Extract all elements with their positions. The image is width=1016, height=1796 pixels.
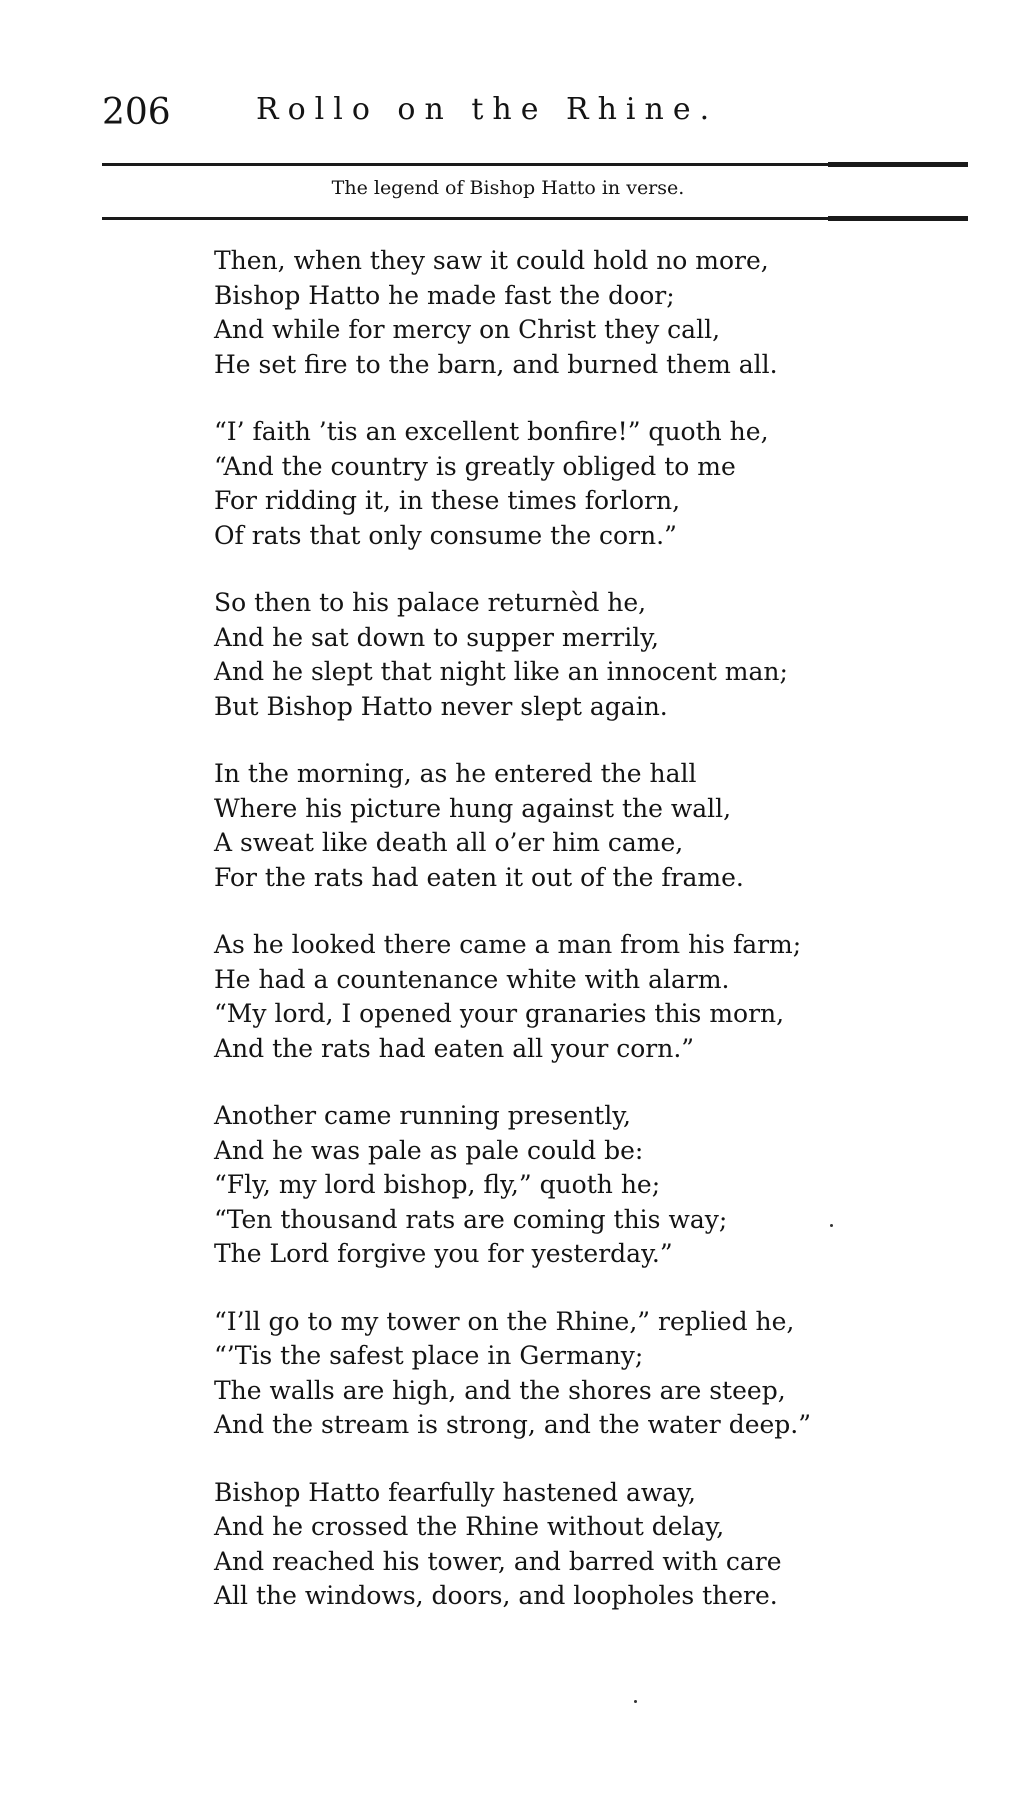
poem-line: Of rats that only consume the corn.” [214,520,677,550]
poem-line: And he sat down to supper merrily, [214,622,659,652]
poem-line: For ridding it, in these times forlorn, [214,486,681,515]
stanza-1 [214,244,974,382]
stanza-5 [214,928,974,1066]
poem-line: “Ten thousand rats are coming this way; [214,1204,728,1234]
stanza-6 [214,1099,974,1272]
poem-line: Bishop Hatto fearfully hastened away, [214,1477,696,1507]
poem-line: And reached his tower, and barred with care [214,1546,782,1576]
poem-line: “I’ll go to my tower on the Rhine,” replied he, [214,1306,795,1336]
poem-line: Another came running presently, [214,1101,631,1130]
poem-line: Bishop Hatto he made fast the door; [214,280,675,310]
poem-line: “Fly, my lord bishop, fly,” quoth he; [214,1170,661,1199]
poem-line: He set fire to the barn, and burned them all. [214,349,778,379]
poem-line: But Bishop Hatto never slept again. [214,691,668,721]
poem-line: And the rats had eaten all your corn.” [214,1033,695,1063]
page-number: 206 [102,92,171,133]
poem-line: Where his picture hung against the wall, [214,793,732,823]
stanza-3 [214,586,974,724]
poem-line: In the morning, as he entered the hall [214,759,697,788]
poem-line: And he crossed the Rhine without delay, [214,1512,725,1541]
poem-line: “’Tis the safest place in Germany; [214,1341,644,1370]
poem-line: And the stream is strong, and the water deep.” [214,1410,812,1439]
header-rule-top [102,163,968,166]
poem-line: He had a countenance white with alarm. [214,964,730,994]
stanza-4 [214,757,974,895]
poem-line: “And the country is greatly obliged to me [214,451,736,481]
stray-ink-dot [830,1224,833,1227]
stray-ink-dot [634,1700,637,1703]
poem-line: And he slept that night like an innocent man; [214,657,788,686]
poem-line: “I’ faith ’tis an excellent bonfire!” quoth he, [214,417,769,446]
chapter-heading: The legend of Bishop Hatto in verse. [331,177,685,199]
poem-line: “My lord, I opened your granaries this morn, [214,999,785,1028]
poem-line: As he looked there came a man from his farm; [214,930,802,959]
header-rule-bottom [102,217,968,220]
poem-body [214,244,974,1647]
poem-line: All the windows, doors, and loopholes there. [214,1581,778,1610]
running-title: Rollo on the Rhine. [256,92,719,127]
poem-line: The walls are high, and the shores are steep, [214,1375,786,1405]
stanza-8 [214,1476,974,1614]
stanza-2 [214,415,974,553]
stanza-7 [214,1305,974,1443]
poem-line: And while for mercy on Christ they call, [214,315,721,344]
poem-line: For the rats had eaten it out of the frame. [214,862,744,892]
poem-line: So then to his palace returnèd he, [214,588,647,617]
poem-line: And he was pale as pale could be: [214,1135,644,1165]
poem-line: The Lord forgive you for yesterday.” [214,1239,673,1268]
poem-line: Then, when they saw it could hold no more, [214,246,769,275]
poem-line: A sweat like death all o’er him came, [214,828,684,857]
